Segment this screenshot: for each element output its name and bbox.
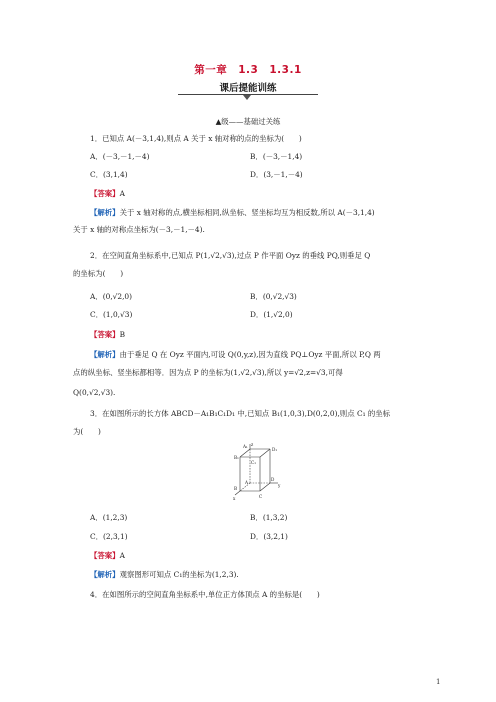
answer-value: A	[119, 551, 125, 560]
section-subtitle: 课后提能训练	[219, 83, 277, 94]
q3-stem-cont: 为( )	[73, 427, 101, 436]
q3-option-a: A．(1,2,3)	[90, 513, 128, 522]
q1-option-a: A．(－3,－1,－4)	[90, 152, 150, 161]
explanation-tag: 【解析】	[90, 570, 120, 579]
q3-option-b: B．(1,3,2)	[250, 513, 288, 522]
explanation-tag: 【解析】	[90, 208, 120, 217]
label-y: y	[278, 483, 281, 488]
label-a: A	[245, 480, 249, 485]
cuboid-figure	[222, 443, 286, 503]
label-b: B	[234, 486, 238, 491]
label-x: x	[233, 496, 236, 501]
page-number: 1	[436, 678, 441, 686]
answer-tag: 【答案】	[90, 330, 120, 339]
q2-option-c: C．(1,0,√3)	[90, 310, 133, 319]
label-c1: C₁	[251, 460, 256, 465]
q2-option-d: D．(1,√2,0)	[250, 310, 293, 319]
explanation-text: 关于 x 轴对称的点,横坐标相同,纵坐标、竖坐标均互为相反数,所以 A(－3,1,4)	[119, 208, 375, 217]
explanation-tag: 【解析】	[90, 350, 120, 359]
triangle-marker-icon	[243, 95, 251, 100]
chapter-title: 第一章 1.3 1.3.1	[194, 64, 302, 76]
label-c: C	[259, 494, 263, 499]
answer-tag: 【答案】	[90, 551, 120, 560]
q2-stem-cont: 的坐标为( )	[73, 269, 124, 278]
label-d1: D₁	[272, 447, 278, 452]
q2-explanation-cont2: Q(0,√2,√3).	[73, 388, 116, 397]
q1-option-d: D．(3,－1,－4)	[250, 170, 303, 179]
explanation-text: 由于垂足 Q 在 Oyz 平面内,可设 Q(0,y,z),因为直线 PQ⊥Oyz 平面,所以 P,Q 两	[119, 350, 381, 359]
label-a1: A₁	[243, 444, 248, 449]
q3-option-d: D．(3,2,1)	[250, 532, 288, 541]
q2-explanation	[90, 350, 381, 360]
label-b1: B₁	[234, 455, 239, 460]
q1-answer	[90, 189, 125, 199]
q2-answer	[90, 330, 125, 340]
q2-option-b: B．(0,√2,√3)	[250, 292, 297, 301]
q2-stem: 2．在空间直角坐标系中,已知点 P(1,√2,√3),过点 P 作平面 Oyz 的垂线 PQ,则垂足 Q	[90, 251, 371, 260]
q1-option-c: C．(3,1,4)	[90, 170, 128, 179]
q3-stem: 3．在如图所示的长方体 ABCD－A₁B₁C₁D₁ 中,已知点 B₁(1,0,3),D(0,2,0),则点 C₁ 的坐标	[90, 409, 391, 418]
q1-explanation	[90, 208, 375, 218]
label-d: D	[271, 477, 275, 482]
q1-stem: 1．已知点 A(－3,1,4),则点 A 关于 x 轴对称的点的坐标为( )	[90, 134, 302, 143]
q4-stem: 4．在如图所示的空间直角坐标系中,单位正方体顶点 A 的坐标是( )	[90, 590, 320, 599]
q1-explanation-cont: 关于 x 轴的对称点坐标为(－3,－1,－4).	[73, 225, 205, 234]
q1-option-b: B．(－3,－1,4)	[250, 152, 303, 161]
q3-answer	[90, 551, 125, 561]
label-z: z	[251, 443, 254, 447]
answer-value: A	[119, 189, 125, 198]
q2-explanation-cont: 点的纵坐标、竖坐标都相等．因为点 P 的坐标为(1,√2,√3),所以 y=√2,z=√3,可得	[73, 368, 343, 377]
q3-explanation	[90, 570, 239, 580]
q2-option-a: A．(0,√2,0)	[90, 292, 133, 301]
explanation-text: 观察图形可知点 C₁的坐标为(1,2,3).	[119, 570, 239, 579]
level-heading: ▲级——基础过关练	[215, 117, 281, 126]
q3-option-c: C．(2,3,1)	[90, 532, 128, 541]
answer-tag: 【答案】	[90, 189, 120, 198]
answer-value: B	[119, 330, 126, 339]
